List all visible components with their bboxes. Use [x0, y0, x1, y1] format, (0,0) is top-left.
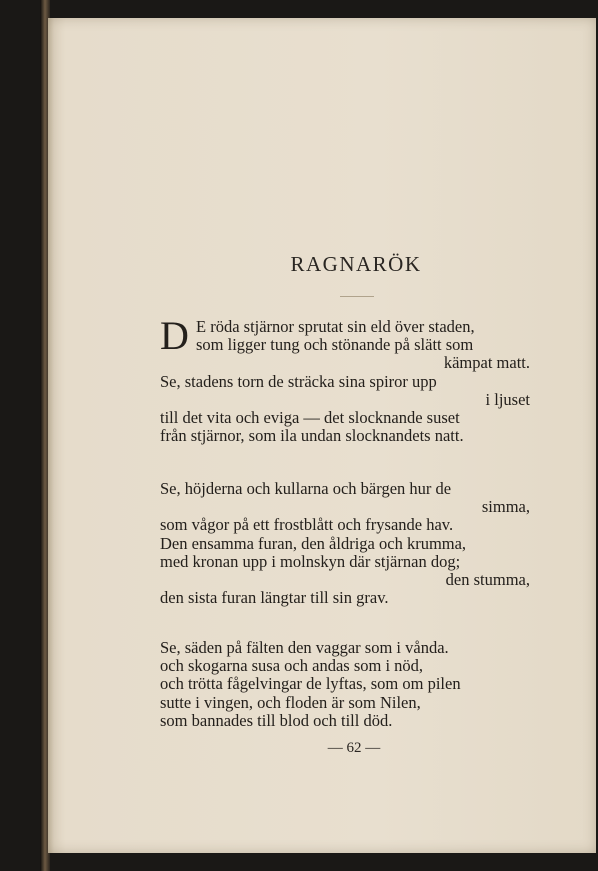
stanza-2	[160, 480, 536, 607]
stanza-3	[160, 639, 536, 730]
poem-line: från stjärnor, som ila undan slocknandets natt.	[160, 426, 464, 446]
poem-line: simma,	[481, 497, 530, 517]
poem-line: som vågor på ett frostblått och frysande hav.	[160, 515, 454, 535]
poem-line: i ljuset	[485, 389, 530, 409]
poem-line: och trötta fågelvingar de lyftas, som om pilen	[160, 674, 461, 694]
title-divider	[340, 296, 374, 297]
poem-line: kämpat matt.	[443, 353, 530, 373]
poem-line: som ligger tung och stönande på slätt som	[196, 335, 474, 355]
poem-line: med kronan upp i molnskyn där stjärnan dog;	[160, 551, 461, 571]
poem-line: till det vita och eviga — det slocknande suset	[160, 407, 460, 427]
poem-title: RAGNARÖK	[290, 252, 422, 276]
poem-line: sutte i vingen, och floden är som Nilen,	[160, 692, 421, 712]
poem-line: Se, stadens torn de sträcka sina spiror upp	[160, 371, 437, 391]
stanza-1	[160, 313, 536, 446]
poem-line: E röda stjärnor sprutat sin eld över staden,	[196, 317, 475, 336]
poem-line: den stumma,	[445, 569, 530, 589]
poem-line: Den ensamma furan, den åldriga och krumma,	[160, 533, 467, 553]
poem-line: Se, säden på fälten den vaggar som i vånda.	[160, 638, 449, 657]
poem-line: den sista furan längtar till sin grav.	[160, 588, 389, 608]
poem-line: som bannades till blod och till död.	[160, 710, 393, 730]
poem-line: och skogarna susa och andas som i nöd,	[160, 656, 424, 676]
page-number: — 62 —	[327, 740, 381, 756]
drop-cap: D	[160, 313, 189, 358]
poem-line: Se, höjderna och kullarna och bärgen hur de	[160, 479, 452, 498]
